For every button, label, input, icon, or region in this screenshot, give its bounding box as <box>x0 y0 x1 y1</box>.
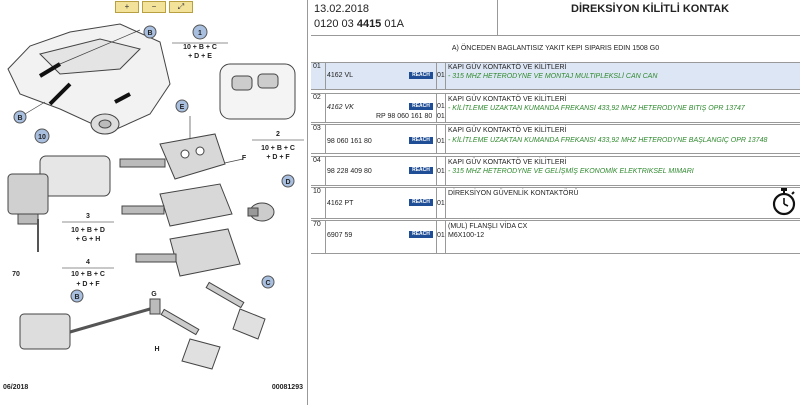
diagram-date: 06/2018 <box>3 384 29 391</box>
callout-4: 4 <box>86 259 90 266</box>
row-ref[interactable]: 98 228 409 80 <box>327 168 372 175</box>
header-date: 13.02.2018 <box>314 3 370 15</box>
row-ref-cell <box>324 63 437 89</box>
row-ref-cell <box>324 221 437 253</box>
row-index: 03 <box>311 125 326 153</box>
callout-d: D <box>285 179 291 186</box>
door-lock-cylinder <box>20 299 160 349</box>
zoom-fit-icon: ⤢ <box>177 2 185 11</box>
row-qty-cell <box>436 63 446 89</box>
zoom-fit-button[interactable] <box>169 1 193 13</box>
reach-badge[interactable]: REACH <box>409 199 433 206</box>
formula-2b: + D + F <box>266 154 290 161</box>
row-ref-alt[interactable]: RP 98 060 161 80 <box>376 113 433 120</box>
row-qty-cell <box>436 125 446 153</box>
table-row[interactable] <box>311 93 800 123</box>
row-ref-cell <box>324 125 437 153</box>
reach-badge[interactable]: REACH <box>409 72 433 79</box>
table-row[interactable] <box>311 220 800 254</box>
diagram-panel <box>0 0 308 405</box>
callout-f: F <box>241 155 247 162</box>
row-index: 04 <box>311 157 326 185</box>
key-fob-e <box>120 134 225 179</box>
fuel-cap-d <box>248 203 274 221</box>
row-ref-cell <box>324 94 437 122</box>
row-desc: DİREKSİYON GÜVENLİK KONTAKTÖRÜ <box>448 190 579 197</box>
row-qty-cell <box>436 221 446 253</box>
header-meta <box>311 0 498 35</box>
header-part-number <box>314 18 404 30</box>
row-note: - KİLİTLEME UZAKTAN KUMANDA FREKANSI 433,92 MHZ HETERODYNE BITIŞ OPR 13747 <box>448 105 745 112</box>
row-qty-cell <box>436 188 446 218</box>
row-qty-cell <box>436 94 446 122</box>
callout-g: G <box>151 291 157 298</box>
zoom-out-icon: − <box>151 2 157 11</box>
row-qty-cell <box>436 157 446 185</box>
reach-badge[interactable]: REACH <box>409 103 433 110</box>
reach-badge[interactable]: REACH <box>409 137 433 144</box>
exploded-view-diagram[interactable] <box>0 14 305 386</box>
row-index: 02 <box>311 94 326 122</box>
formula-4b: + D + F <box>76 281 100 288</box>
formula-1a: 10 + B + C <box>183 44 217 51</box>
row-note: - 315 MHZ HETERODYNE VE GELİŞMİŞ EKONOMİK ELEKTRIKSEL MIMARI <box>448 168 694 175</box>
callout-1: 1 <box>198 30 202 37</box>
row-ref[interactable]: 6907 59 <box>327 232 353 239</box>
row-note: - 315 MHZ HETERODYNE VE MONTAJ MULTIPLEKSLİ CAN CAN <box>448 73 658 80</box>
callout-b2: B <box>17 115 23 122</box>
callout-3: 3 <box>86 213 90 220</box>
callout-c: C <box>265 280 271 287</box>
row-qty: 01 <box>437 168 445 175</box>
reach-badge[interactable]: REACH <box>409 231 433 238</box>
row-desc: KAPI GÜV KONTAKTÖ VE KİLİTLERİ <box>448 127 567 134</box>
formula-3a: 10 + B + D <box>71 227 105 234</box>
row-ref-cell <box>324 188 437 218</box>
row-desc: KAPI GÜV KONTAKTÖ VE KİLİTLERİ <box>448 64 567 71</box>
zoom-out-button[interactable] <box>142 1 166 13</box>
key-button-inset <box>220 64 295 119</box>
zoom-in-icon: + <box>124 2 130 11</box>
callout-70: 70 <box>12 271 20 278</box>
callout-b3: B <box>74 294 80 301</box>
callout-e: E <box>179 104 185 111</box>
car-illustration <box>8 24 170 134</box>
part-bold: 4415 <box>356 18 382 30</box>
row-index: 70 <box>311 221 326 253</box>
row-index: 10 <box>311 188 326 218</box>
diagram-code: 00081293 <box>271 384 303 391</box>
table-row[interactable] <box>311 156 800 186</box>
part-suffix: 01A <box>381 18 404 30</box>
stopwatch-icon[interactable] <box>771 188 797 216</box>
callout-2: 2 <box>276 131 280 138</box>
key-fob-g <box>136 229 240 276</box>
row-ref[interactable]: 4162 VL <box>327 72 354 79</box>
formula-4a: 10 + B + C <box>71 271 105 278</box>
callout-b1: B <box>147 30 153 37</box>
parts-header <box>311 0 800 36</box>
zoom-toolbar <box>115 1 193 12</box>
row-ref[interactable]: 4162 PT <box>327 200 354 207</box>
part-prefix: 0120 03 <box>314 18 357 30</box>
zoom-in-button[interactable] <box>115 1 139 13</box>
metal-key-c <box>206 282 265 339</box>
key-fob-f <box>122 184 232 226</box>
row-qty: 01 <box>437 200 445 207</box>
row-index: 01 <box>311 63 326 89</box>
row-desc: (MUL) FLANŞLI VİDA CX <box>448 223 528 230</box>
row-desc: KAPI GÜV KONTAKTÖ VE KİLİTLERİ <box>448 96 567 103</box>
table-row[interactable] <box>311 124 800 154</box>
row-desc: KAPI GÜV KONTAKTÖ VE KİLİTLERİ <box>448 159 567 166</box>
formula-2a: 10 + B + C <box>261 145 295 152</box>
callout-10: 10 <box>38 134 46 141</box>
row-note: - KİLİTLEME UZAKTAN KUMANDA FREKANSI 433,92 MHZ HETERODYNE BAŞLANGIÇ OPR 13748 <box>448 137 768 144</box>
metal-key-h <box>161 309 220 369</box>
row-note: M6X100-12 <box>448 232 485 239</box>
row-qty: 01 <box>437 72 445 79</box>
formula-3b: + G + H <box>75 236 101 243</box>
row-qty: 01 <box>437 103 445 110</box>
row-qty: 01 <box>437 138 445 145</box>
table-row[interactable] <box>311 187 800 219</box>
page-title: DİREKSİYON KİLİTLİ KONTAK <box>571 3 730 15</box>
row-ref[interactable]: 4162 VK <box>327 104 354 111</box>
callout-h: H <box>154 346 160 353</box>
formula-1b: + D + E <box>188 53 212 60</box>
row-qty-alt: 01 <box>437 113 445 120</box>
reach-badge[interactable]: REACH <box>409 167 433 174</box>
row-qty: 01 <box>437 232 445 239</box>
section-subtitle: A) ÖNCEDEN BAGLANTISIZ YAKIT KEPI SIPARIS EDIN 1508 G0 <box>451 45 660 52</box>
parts-panel <box>311 0 800 405</box>
table-row[interactable] <box>311 62 800 90</box>
row-ref-cell <box>324 157 437 185</box>
row-ref[interactable]: 98 060 161 80 <box>327 138 372 145</box>
